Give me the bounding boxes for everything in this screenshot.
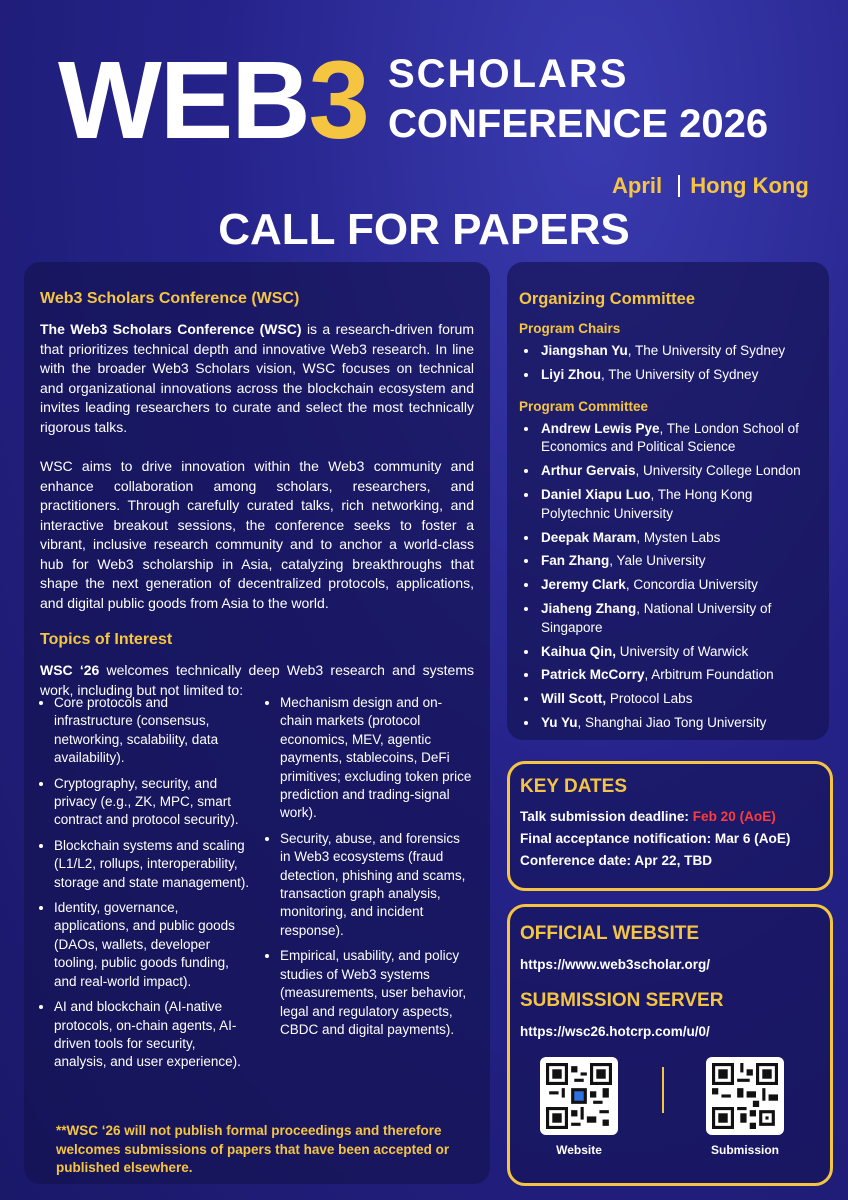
acceptance-notification: Final acceptance notification: Mar 6 (AoE) <box>520 831 791 846</box>
member-item: • Fan Zhang, Yale University <box>539 552 819 571</box>
topic-item: • AI and blockchain (AI-native protocols, on-chain agents, AI-driven tools for security, analysis, and user experience). <box>54 998 250 1072</box>
conference-date: Conference date: Apr 22, TBD <box>520 853 713 868</box>
chair-item: • Jiangshan Yu, The University of Sydney <box>539 342 819 361</box>
topic-item: • Core protocols and infrastructure (consensus, networking, scalability, data availability). <box>54 694 250 768</box>
topic-item: • Security, abuse, and forensics in Web3 ecosystems (fraud detection, phishing and scams, transaction graph analysis, monitoring, and incident response). <box>280 830 474 940</box>
key-dates-heading: KEY DATES <box>520 776 627 797</box>
committee-panel <box>507 262 829 740</box>
links-panel <box>507 904 833 1186</box>
about-paragraph-2: WSC aims to drive innovation within the Web3 community and enhance collaboration among scholars, researchers, and practitioners. Through carefully curated talks, rich networking, and interactive breakout sessions, the conference seeks to foster a vibrant, inclusive research community and to anchor a world-class hub for Web3 scholarship in Asia, catalyzing breakthroughs that shape the next generation of decentralized protocols, applications, and digital public goods from Asia to the world. <box>40 458 474 611</box>
member-item: • Will Scott, Protocol Labs <box>539 690 819 709</box>
date-location: April Hong Kong <box>612 173 809 198</box>
member-item: • Andrew Lewis Pye, The London School of Economics and Political Science <box>539 420 819 458</box>
topics-heading: Topics of Interest <box>40 631 173 648</box>
submission-deadline: Talk submission deadline: Feb 20 (AoE) <box>520 809 776 824</box>
topic-item: • Blockchain systems and scaling (L1/L2, rollups, interoperability, storage and state management). <box>54 837 250 892</box>
chair-item: • Liyi Zhou, The University of Sydney <box>539 366 819 385</box>
member-item: • Jeremy Clark, Concordia University <box>539 576 819 595</box>
member-item: • Jiaheng Zhang, National University of Singapore <box>539 600 819 638</box>
topic-item: • Mechanism design and on-chain markets (protocol economics, MEV, agentic payments, stablecoins, DeFi primitives; excluding token price prediction and trading-signal work). <box>280 694 474 823</box>
member-item: • Kaihua Qin, University of Warwick <box>539 643 819 662</box>
website-link[interactable]: https://www.web3scholar.org/ <box>520 957 711 972</box>
committee-heading: Organizing Committee <box>519 290 696 308</box>
title-conference: CONFERENCE 2026 <box>388 102 769 146</box>
server-link[interactable]: https://wsc26.hotcrp.com/u/0/ <box>520 1024 710 1039</box>
about-paragraph-1: The Web3 Scholars Conference (WSC) is a research-driven forum that prioritizes technical depth and innovative Web3 research. In line with the broader Web3 Scholars vision, WSC focuses on technical and organizational innovations across the blockchain ecosystem and invites leading researchers to curate and select the most technically rigorous talks. <box>40 321 474 435</box>
topics-column-2 <box>266 694 474 1046</box>
topics-intro: WSC ‘26 welcomes technically deep Web3 research and systems work, including but not limited to: <box>40 662 474 698</box>
key-dates-panel <box>507 761 833 891</box>
program-chairs-label: Program Chairs <box>519 321 621 336</box>
topics-column-1 <box>40 694 250 1079</box>
about-panel <box>24 262 490 1184</box>
member-item: • Daniel Xiapu Luo, The Hong Kong Polytechnic University <box>539 486 819 524</box>
website-heading: OFFICIAL WEBSITE <box>520 923 700 944</box>
topic-item: • Empirical, usability, and policy studies of Web3 systems (measurements, user behavior, legal and regulatory aspects, CBDC and digital payments). <box>280 947 474 1039</box>
server-heading: SUBMISSION SERVER <box>520 990 724 1011</box>
submission-qr-code[interactable] <box>706 1057 784 1135</box>
qr-icon <box>712 1063 778 1129</box>
member-item: • Yu Yu, Shanghai Jiao Tong University <box>539 714 819 733</box>
member-item: • Arthur Gervais, University College London <box>539 462 819 481</box>
website-qr-code[interactable] <box>540 1057 618 1135</box>
submission-qr-label: Submission <box>710 1143 779 1157</box>
qr-divider <box>662 1067 664 1113</box>
qr-icon <box>546 1063 612 1129</box>
logo-web3: WEB3 <box>58 39 368 162</box>
topic-item: • Cryptography, security, and privacy (e.g., ZK, MPC, smart contract and protocol security). <box>54 775 250 830</box>
call-for-papers-title: CALL FOR PAPERS <box>218 205 630 254</box>
member-item: • Patrick McCorry, Arbitrum Foundation <box>539 666 819 685</box>
proceedings-note: **WSC ‘26 will not publish formal proceedings and therefore welcomes submissions of papers that have been accepted or published elsewhere. <box>56 1123 450 1175</box>
website-qr-label: Website <box>556 1143 602 1157</box>
topic-item: • Identity, governance, applications, and public goods (DAOs, wallets, developer tooling, public goods funding, and real-world impact). <box>54 899 250 991</box>
member-item: • Deepak Maram, Mysten Labs <box>539 529 819 548</box>
about-heading: Web3 Scholars Conference (WSC) <box>40 290 300 307</box>
program-committee-label: Program Committee <box>519 398 649 414</box>
title-scholars: SCHOLARS <box>388 52 629 96</box>
